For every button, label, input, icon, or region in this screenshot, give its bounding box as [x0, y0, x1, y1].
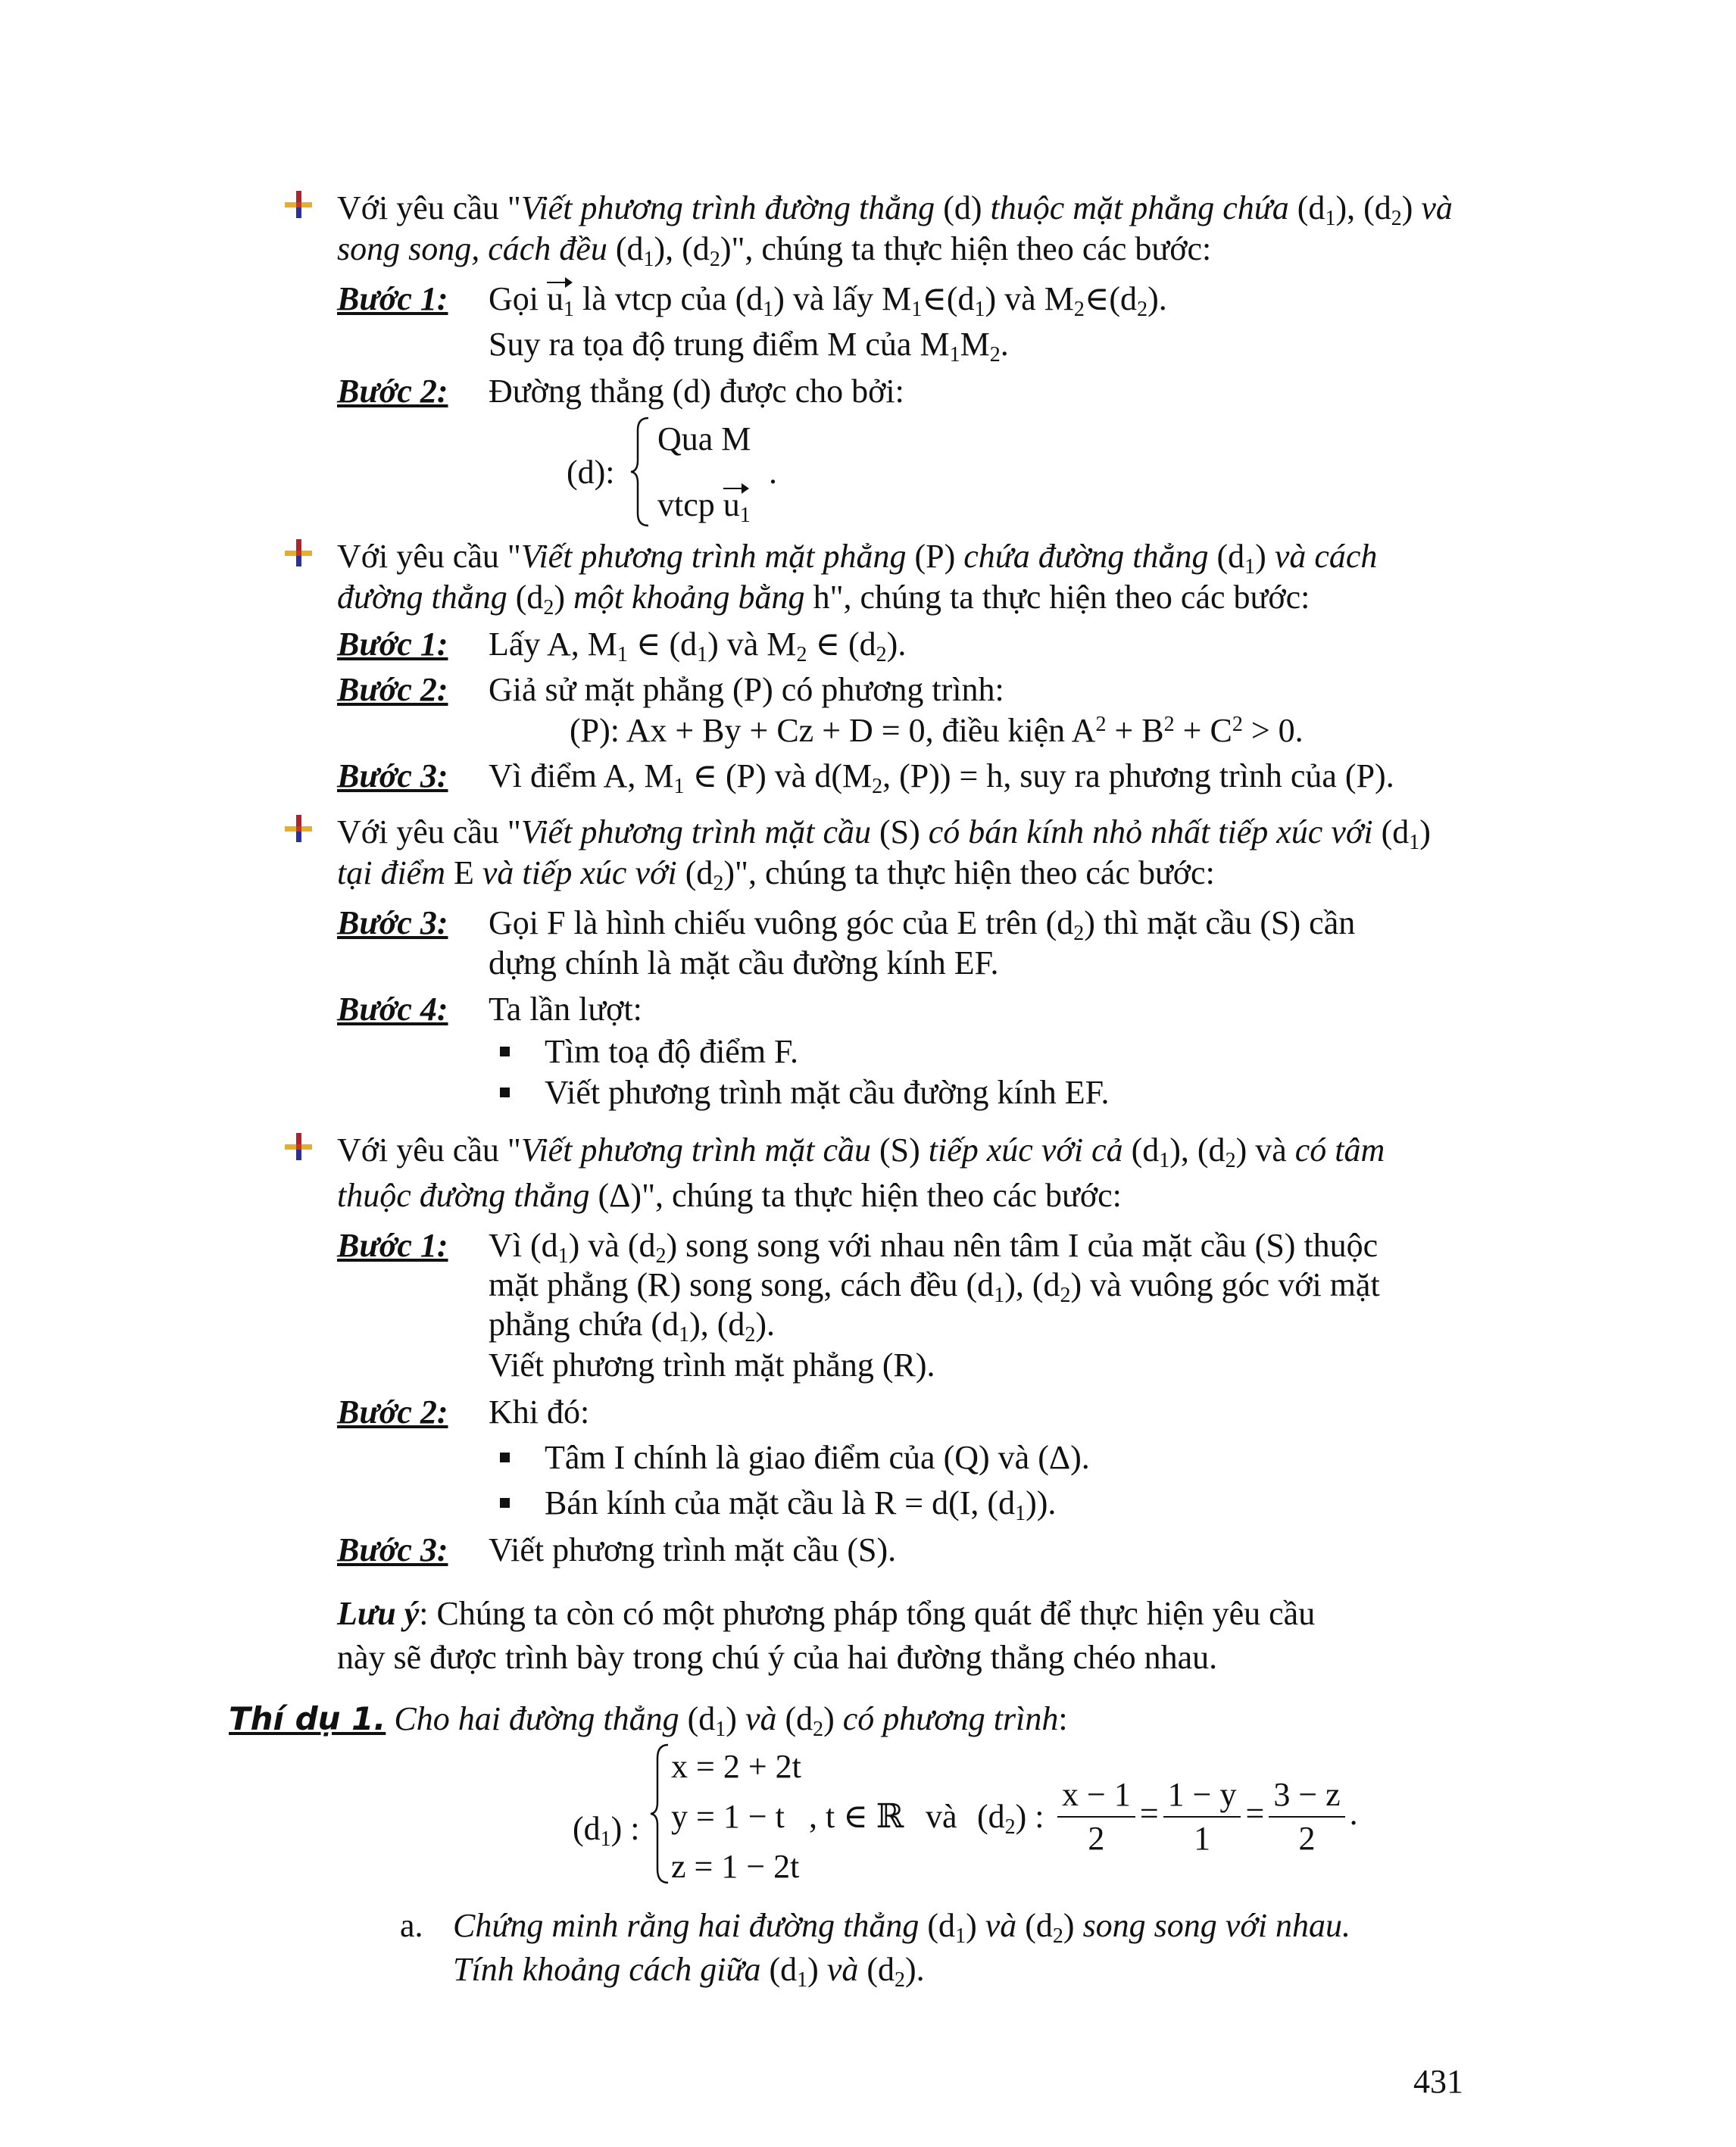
and-text: và [926, 1798, 957, 1835]
vector-u1: $u_1$ [547, 280, 574, 321]
brace-icon [648, 1742, 671, 1886]
sec3-intro-line1: Với yêu cầu "Viết phương trình mặt cầu (S) có bán kính nhỏ nhất tiếp xúc với $(d_1)$ [337, 813, 1431, 854]
d1-row-y: y = 1 − t [671, 1798, 785, 1835]
sec2-intro-line1: Với yêu cầu "Viết phương trình mặt phẳng (P) chứa đường thẳng $(d_1)$ và cách [337, 538, 1378, 579]
square-bullet-icon [500, 1047, 510, 1056]
note-line1: Lưu ý: Chúng ta còn có một phương pháp tổng quát để thực hiện yêu cầu [337, 1595, 1316, 1632]
step-label: Bước 1: [337, 280, 448, 317]
d1-lhs: $(d_1)$ : [573, 1810, 640, 1851]
page-number: 431 [1413, 2063, 1463, 2100]
list-item: Tâm I chính là giao điểm của (Q) và (Δ). [500, 1437, 1090, 1478]
system-lhs: (d): [567, 454, 615, 491]
step-label: Bước 2: [337, 671, 448, 708]
sec2-step3-text: Vì điểm A, $M_1$ ∈ (P) và $d(M_2$, (P)) = h, suy ra phương trình của (P). [489, 757, 1394, 798]
example-a-line1: Chứng minh rằng hai đường thẳng $(d_1)$ và $(d_2)$ song song với nhau. [453, 1907, 1351, 1948]
d2-lhs: $(d_2)$ : [977, 1798, 1044, 1839]
fraction: $\frac{3 - z}{2}$ [1269, 1774, 1344, 1860]
sec2-step2-text: Giả sử mặt phẳng (P) có phương trình: [489, 671, 1004, 708]
step-label: Bước 3: [337, 757, 448, 794]
square-bullet-icon [500, 1088, 510, 1097]
arrow-bullet-icon [283, 813, 314, 844]
step-label: Bước 1: [337, 1227, 448, 1264]
step-label: Bước 3: [337, 904, 448, 941]
square-bullet-icon [500, 1453, 510, 1462]
sec2-step1-text: Lấy A, $M_1$ ∈ $(d_1)$ và $M_2$ ∈ $(d_2)$. [489, 626, 907, 666]
sec1-intro-line1: Với yêu cầu "Viết phương trình đường thẳng (d) thuộc mặt phẳng chứa $(d_1)$, $(d_2)$ và [337, 189, 1453, 230]
sec2-plane-equation: (P): Ax + By + Cz + D = 0, điều kiện $A^2 + B^2 + C^2 > 0$. [570, 712, 1304, 749]
arrow-bullet-icon [283, 538, 314, 568]
t-domain: , t ∈ ℝ [809, 1798, 904, 1835]
sec3-step3-line2: dựng chính là mặt cầu đường kính EF. [489, 944, 999, 981]
sec2-intro-line2: đường thẳng $(d_2)$ một khoảng bằng h", chúng ta thực hiện theo các bước: [337, 579, 1310, 619]
sec4-step1-line3: phẳng chứa $(d_1)$, $(d_2)$. [489, 1306, 776, 1347]
fraction: $\frac{x - 1}{2}$ [1057, 1774, 1135, 1860]
sec3-step4-text: Ta lần lượt: [489, 991, 642, 1028]
sec1-step1-text: Gọi $u_1$ là vtcp của $(d_1)$ và lấy $M_1\in(d_1)$ và $M_2\in(d_2)$. [489, 280, 1167, 321]
fraction: $\frac{1 - y}{1}$ [1163, 1774, 1241, 1860]
sec3-intro-line2: tại điểm E và tiếp xúc với $(d_2)$", chúng ta thực hiện theo các bước: [337, 854, 1215, 895]
list-item: Bán kính của mặt cầu là R = d(I, $(d_1)$). [500, 1483, 1056, 1524]
step-label: Bước 1: [337, 626, 448, 663]
d1-row-x: x = 2 + 2t [671, 1748, 801, 1785]
square-bullet-icon [500, 1498, 510, 1508]
note-line2: này sẽ được trình bày trong chú ý của hai đường thẳng chéo nhau. [337, 1639, 1218, 1676]
system-row1: Qua M [657, 420, 751, 457]
sec3-step3-text: Gọi F là hình chiếu vuông góc của E trên $(d_2)$ thì mặt cầu (S) cần [489, 904, 1356, 945]
example-heading: Thí dụ 1. Cho hai đường thẳng $(d_1)$ và $(d_2)$ có phương trình: [229, 1700, 1068, 1741]
sec4-intro-line1: Với yêu cầu "Viết phương trình mặt cầu (S) tiếp xúc với cả $(d_1)$, $(d_2)$ và có tâm [337, 1131, 1385, 1172]
step-label: Bước 2: [337, 373, 448, 410]
sec4-step3-text: Viết phương trình mặt cầu (S). [489, 1531, 897, 1568]
brace-icon [629, 415, 651, 529]
example-title: Thí dụ 1. [229, 1700, 386, 1737]
d2-equation: $\frac{x - 1}{2}$ = $\frac{1 - y}{1}$ = $\frac{3 - z}{2}$ . [1053, 1774, 1358, 1860]
arrow-bullet-icon [283, 189, 314, 220]
list-item: Tìm toạ độ điểm F. [500, 1031, 798, 1072]
sec1-step2-text: Đường thẳng (d) được cho bởi: [489, 373, 904, 410]
vector-u1: $u_1$ [723, 486, 751, 527]
sec4-step1-line1: Vì $(d_1)$ và $(d_2)$ song song với nhau nên tâm I của mặt cầu (S) thuộc [489, 1227, 1378, 1268]
sec1-intro-line2: song song, cách đều $(d_1)$, $(d_2)$", chúng ta thực hiện theo các bước: [337, 230, 1212, 271]
sec1-step1-line2: Suy ra tọa độ trung điểm M của $M_1M_2$. [489, 326, 1009, 367]
system-row2: vtcp $u_1$ [657, 486, 751, 527]
list-item: Viết phương trình mặt cầu đường kính EF. [500, 1072, 1110, 1113]
sec4-step2-text: Khi đó: [489, 1393, 590, 1431]
system-dot: . [769, 454, 777, 491]
step-label: Bước 3: [337, 1531, 448, 1568]
d1-row-z: z = 1 − 2t [671, 1848, 800, 1885]
step-label: Bước 4: [337, 991, 448, 1028]
sec4-step1-line4: Viết phương trình mặt phẳng (R). [489, 1347, 935, 1384]
arrow-bullet-icon [283, 1131, 314, 1162]
step-label: Bước 2: [337, 1393, 448, 1431]
example-a-line2: Tính khoảng cách giữa $(d_1)$ và $(d_2)$. [453, 1951, 925, 1992]
sec4-intro-line2: thuộc đường thẳng (Δ)", chúng ta thực hiện theo các bước: [337, 1177, 1122, 1214]
item-label: a. [400, 1907, 423, 1944]
sec4-step1-line2: mặt phẳng (R) song song, cách đều $(d_1)$, $(d_2)$ và vuông góc với mặt [489, 1266, 1380, 1307]
